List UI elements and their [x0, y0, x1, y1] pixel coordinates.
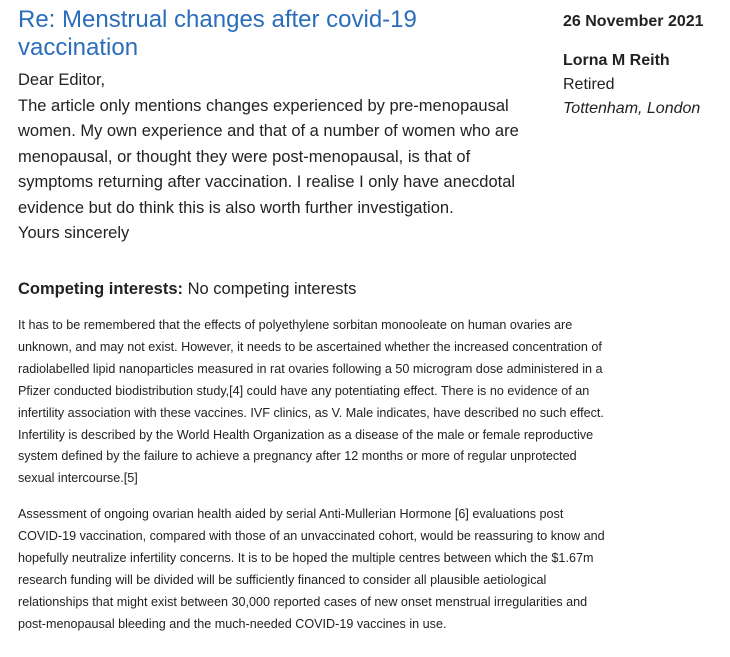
excerpt-line: research funding will be divided will be sufficiently financed to consider all plausible aetiological	[18, 572, 547, 587]
response-title-line2: vaccination	[18, 34, 139, 61]
body-line: women. My own experience and that of a number of women who are	[18, 122, 519, 140]
next-response-paragraph-1	[18, 315, 718, 490]
excerpt-line: Pfizer conducted biodistribution study,[4] could have any potentiating effect. There is no evidence of an	[18, 383, 590, 398]
salutation: Dear Editor,	[18, 71, 106, 89]
excerpt-line: It has to be remembered that the effects of polyethylene sorbitan monooleate on human ovaries are	[18, 318, 573, 332]
next-response-paragraph-2	[18, 504, 718, 635]
excerpt-line: system defined by the failure to achieve a pregnancy after 12 months or more of regular unprotected	[18, 449, 577, 464]
excerpt-line: COVID-19 vaccination, compared with those of an unvaccinated cohort, would be reassuring to know and	[18, 528, 605, 543]
signoff: Yours sincerely	[18, 224, 130, 242]
response-column	[18, 6, 538, 247]
response-title-line1: Re: Menstrual changes after covid-19	[18, 6, 417, 33]
excerpt-line: hopefully neutralize infertility concerns. It is to be hoped the multiple centres between which the $1.67m	[18, 550, 594, 565]
body-line: evidence but do think this is also worth further investigation.	[18, 198, 454, 217]
excerpt-line: radiolabelled lipid nanoparticles measured in rat ovaries following a 50 microgram dose administered in a	[18, 361, 603, 376]
letter-body	[18, 68, 538, 247]
excerpt-line: Assessment of ongoing ovarian health aided by serial Anti-Mullerian Hormone [6] evaluations post	[18, 507, 564, 521]
body-line: menopausal, or thought they were post-menopausal, is that of	[18, 147, 471, 166]
excerpt-line: Infertility is described by the World Health Organization as a disease of the male or female reproductive	[18, 427, 594, 442]
body-line: The article only mentions changes experienced by pre-menopausal	[18, 96, 509, 115]
author-name: Lorna M Reith	[563, 52, 670, 69]
competing-interests-value: No competing interests	[183, 280, 357, 298]
response-meta	[563, 12, 728, 121]
competing-interests	[18, 278, 356, 300]
response-title[interactable]	[18, 6, 538, 62]
body-line: symptoms returning after vaccination. I realise I only have anecdotal	[18, 173, 516, 191]
response-date: 26 November 2021	[563, 13, 704, 30]
excerpt-line: relationships that might exist between 30,000 reported cases of new onset menstrual irregularities and	[18, 594, 588, 609]
excerpt-line: unknown, and may not exist. However, it needs to be ascertained whether the increased concentration of	[18, 339, 602, 354]
author-location: Tottenham, London	[563, 100, 701, 117]
competing-interests-label: Competing interests:	[18, 280, 184, 298]
excerpt-line: post-menopausal bleeding and the much-needed COVID-19 vaccines in use.	[18, 616, 447, 631]
excerpt-line: infertility association with these vaccines. IVF clinics, as V. Male indicates, have described no such effect.	[18, 405, 604, 420]
excerpt-line: sexual intercourse.[5]	[18, 471, 138, 486]
author-role: Retired	[563, 76, 615, 93]
